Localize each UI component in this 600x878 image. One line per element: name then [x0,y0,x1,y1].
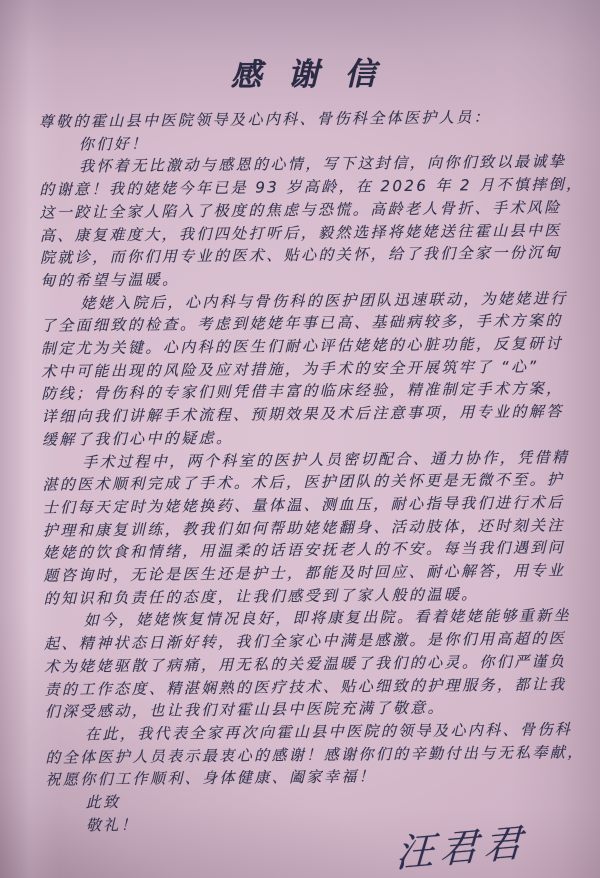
letter-line: 院就诊，而你们用专业的医术、贴心的关怀，给了我们全家一份沉甸 [39,243,563,268]
letter-line: 尊敬的霍山县中医院领导及心内科、骨伤科全体医护人员： [38,108,492,131]
signature: 汪君君 [394,820,529,876]
letter-line: 责的工作态度、精湛娴熟的医疗技术、贴心细致的护理服务，都让我 [44,674,567,699]
letter-line: 的知识和负责任的态度，让我们感受到了家人般的温暖。 [43,584,479,608]
letter-line: 的全体医护人员表示最衷心的感谢！感谢你们的辛勤付出与无私奉献， [45,742,585,767]
letter-line: 高、康复难度大，我们四处打听后，毅然选择将姥姥送往霍山县中医 [39,220,562,245]
letter-title: 感谢信 [230,55,402,94]
letter-line: 姥姥入院后，心内科与骨伤科的医护团队迅速联动，为姥姥进行 [80,288,568,312]
letter-body [38,51,585,837]
letter-line: 湛的医术顺利完成了手术。术后，医护团队的关怀更是无微不至。护 [42,470,565,495]
letter-line: 你们好！ [78,134,149,154]
letter-line: 手术过程中，两个科室的医护人员密切配合、通力协作，凭借精 [82,447,570,471]
letter-line: 我怀着无比激动与感恩的心情，写下这封信，向你们致以最诚挚 [78,152,567,176]
letter-line: 制定尤为关键。心内科的医生们耐心评估姥姥的心脏功能，反复研讨 [40,334,564,358]
letter-line: 在此，我代表全家再次向霍山县中医院的领导及心内科、骨伤科 [84,720,573,744]
letter-line: 姥姥的饮食和情绪，用温柔的话语安抚老人的不安。每当我们遇到问 [43,538,566,563]
letter-line: 敬礼！ [85,815,139,835]
letter-line: 这一跤让全家人陷入了极度的焦虑与恐慌。高龄老人骨折、手术风险 [39,198,562,222]
letter-line: 祝愿你们工作顺利、身体健康、阖家幸福！ [45,767,377,790]
letter-line: 士们每天定时为姥姥换药、量体温、测血压，耐心指导我们进行术后 [42,493,565,517]
letter-line: 的谢意！我的姥姥今年已是 93 岁高龄，在 2026 年 2 月不慎摔倒， [39,175,584,199]
letter-line: 术中可能出现的风险及应对措施，为手术的安全开展筑牢了 “心” [41,357,539,381]
letter-line: 们深受感动，也让我们对霍山县中医院充满了敬意。 [44,698,446,722]
letter-line: 如今，姥姥恢复情况良好，即将康复出院。看着姥姥能够重新坐 [83,606,572,630]
letter-line: 此致 [85,793,121,812]
letter-line: 防线；骨伤科的专家们则凭借丰富的临床经验，精准制定手术方案， [41,379,564,404]
letter-line: 术为姥姥驱散了病痛，用无私的关爱温暖了我们的心灵。你们严谨负 [44,652,567,676]
letter-line: 缓解了我们心中的疑虑。 [41,428,234,449]
letter-line: 护理和康复训练，教我们如何帮助姥姥翻身、活动肢体，还时刻关注 [42,515,565,540]
letter-line: 题咨询时，无论是医生还是护士，都能及时回应、耐心解答，用专业 [43,561,566,585]
letter-line: 了全面细致的检查。考虑到姥姥年事已高、基础病较多，手术方案的 [40,311,563,336]
letter-line: 起、精神状态日渐好转，我们全家心中满是感激。是你们用高超的医 [43,629,567,653]
letter-line: 详细向我们讲解手术流程、预期效果及术后注意事项，用专业的解答 [41,402,564,426]
letter-line: 甸的希望与温暖。 [40,270,180,290]
